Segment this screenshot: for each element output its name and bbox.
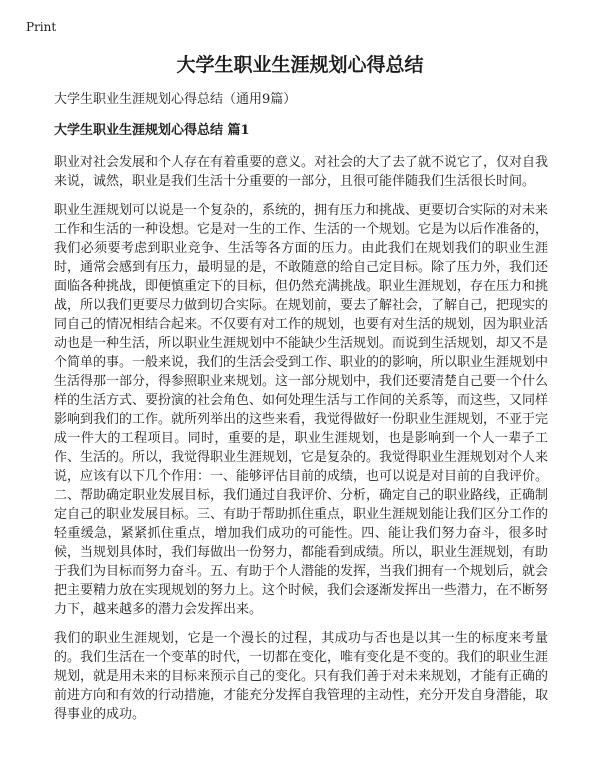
document-subtitle: 大学生职业生涯规划心得总结（通用9篇） [54,92,297,107]
document-title: 大学生职业生涯规划心得总结 [176,54,424,76]
paragraph: 我们的职业生涯规划，它是一个漫长的过程，其成功与否也是以其一生的标度来考量的。我们生活在一个变革的时代，一切都在变化，唯有变化是不变的。我们的职业生涯规划，就是用未来的目标来预示自己的变化。只有我们善于对未来规划，才能有正确的前进方向和有效的行动措施，才能充分发挥自我管理的主动性，充分开发自身潜能，取得事业的成功。 [54,631,549,722]
paragraph: 职业对社会发展和个人存在有着重要的意义。对社会的大了去了就不说它了，仅对自我来说，诚然，职业是我们生活十分重要的一部分，且很可能伴随我们生活很长时间。 [54,155,549,189]
section-heading: 大学生职业生涯规划心得总结 篇1 [54,123,250,138]
print-link[interactable]: Print [26,20,57,34]
paragraph: 职业生涯规划可以说是一个复杂的，系统的，拥有压力和挑战、更要切合实际的对未来工作和生活的一种设想。它是对一生的工作、生活的一个规划。它是为以后作准备的，我们必须要考虑到职业竞争、生活等各方面的压力。由此我们在规划我们的职业生涯时，通常会感到有压力，最明显的是，不敢随意的给自己定目标。除了压力外，我们还面临各种挑战，即便慎重定下的目标，但仍然充满挑战。职业生涯规划，存在压力和挑战，所以我们更要尽力做到切合实际。在规划前，要去了解社会，了解自己，把现实的同自己的情况相结合起来。不仅要有对工作的规划，也要有对生活的规划，因为职业活动也是一种生活，所以职业生涯规划中不能缺少生活规划。而说到生活规划，却又不是个简单的事。一般来说，我们的生活会受到工作、职业的的影响，所以职业生涯规划中生活得那一部分，得参照职业来规划。这一部分规划中，我们还要清楚自己要一个什么样的生活方式、要扮演的社会角色、如何处理生活与工作间的关系等，而这些，又同样影响到我们的工作。就所列举出的这些来看，我觉得做好一份职业生涯规划，不亚于完成一件大的工程项目。同时，重要的是，职业生涯规划，也是影响到一个人一辈子工作、生活的。所以，我觉得职业生涯规划，它是复杂的。我觉得职业生涯规划对个人来说，应该有以下几个作用：一、能够评估目前的成绩，也可以说是对目前的自我评价。二、帮助确定职业发展目标，我们通过自我评价、分析，确定自己的职业路线，正确制定自己的职业发展目标。三、有助于帮助抓住重点，职业生涯规划能让我们区分工作的轻重缓急，紧紧抓住重点，增加我们成功的可能性。四、能让我们努力奋斗，很多时候，当规划具体时，我们每做出一份努力，都能看到成绩。所以，职业生涯规划，有助于我们为目标而努力奋斗。五、有助于个人潜能的发挥，当我们拥有一个规划后，就会把主要精力放在实现规划的努力上。这个时候，我们会逐渐发挥出一些潜力，在不断努力下，越来越多的潜力会发挥出来。 [54,203,549,617]
article-body [54,153,548,734]
